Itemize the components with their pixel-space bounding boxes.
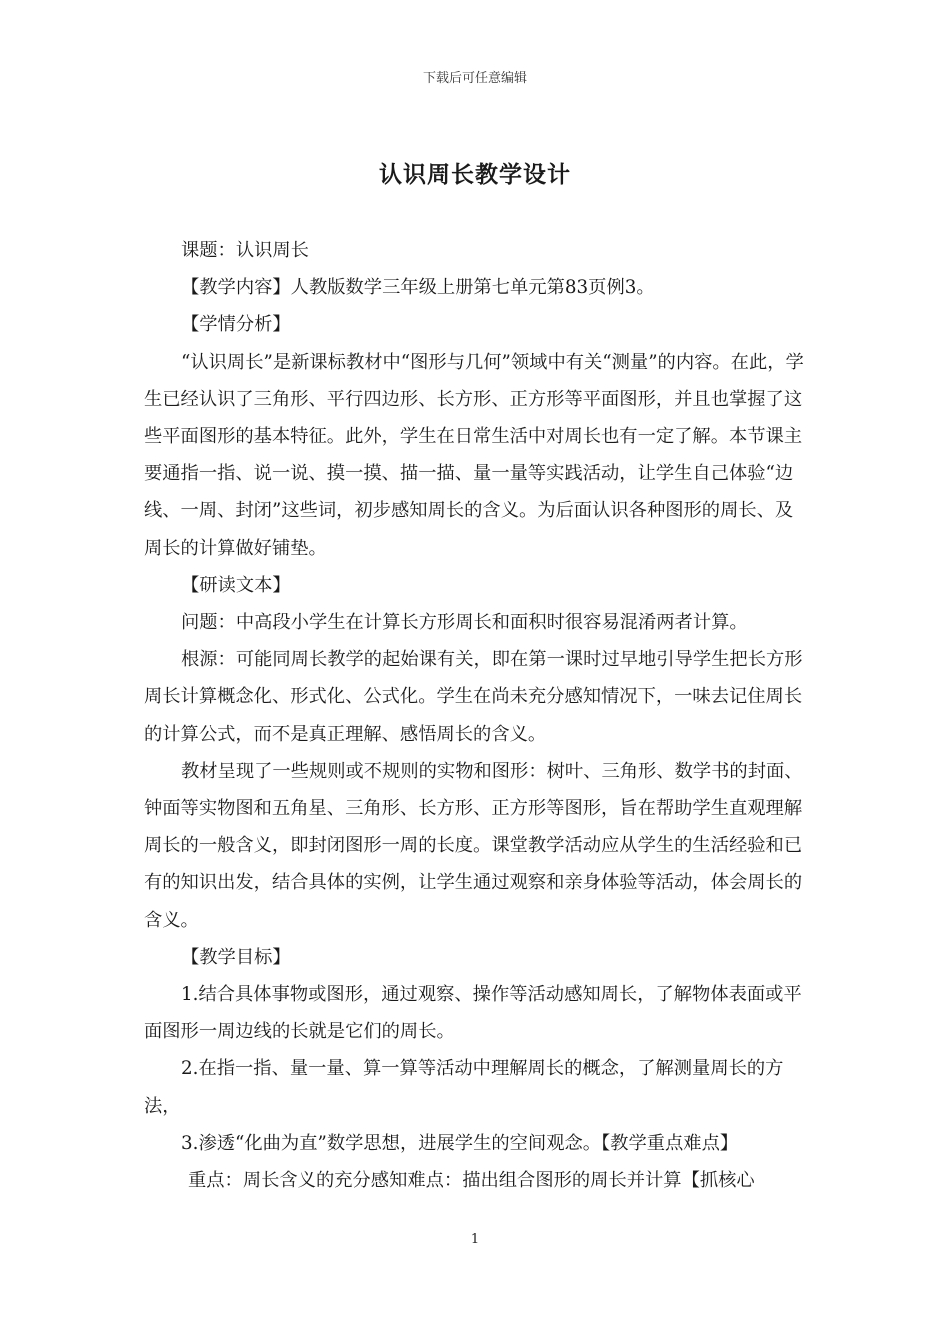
page-number: 1: [470, 1232, 480, 1247]
teaching-content: 【教学内容】人教版数学三年级上册第七单元第83页例3。: [181, 277, 655, 299]
key-points-paragraph: 重点：周长含义的充分感知难点：描出组合图形的周长并计算【抓核心: [188, 1170, 755, 1192]
student-analysis-paragraph: “认识周长”是新课标教材中“图形与几何”领域中有关“测量”的内容。在此，学生已经认识了三角形、平行四边形、长方形、正方形等平面图形，并且也掌握了这些平面图形的基本特征。此外，学生在日常生活中对周长也有一定了解。本节课主要通指一指、说一说、摸一摸、描一描、量一量等实践活动，让学生自己体验“边线、一周、封闭”这些词，初步感知周长的含义。为后面认识各种图形的周长、及周长的计算做好铺垫。: [144, 351, 804, 559]
document-title: 认识周长教学设计: [379, 162, 571, 188]
section-heading-student-analysis: 【学情分析】: [181, 314, 291, 336]
problem-paragraph: 问题：中高段小学生在计算长方形周长和面积时很容易混淆两者计算。: [181, 612, 748, 634]
root-cause-paragraph: 根源：可能同周长教学的起始课有关，即在第一课时过早地引导学生把长方形周长计算概念化、形式化、公式化。学生在尚未充分感知情况下，一味去记住周长的计算公式，而不是真正理解、感悟周长的含义。: [144, 649, 803, 745]
textbook-paragraph: 教材呈现了一些规则或不规则的实物和图形：树叶、三角形、数学书的封面、钟面等实物图和五角星、三角形、长方形、正方形等图形，旨在帮助学生直观理解周长的一般含义，即封闭图形一周的长度。课堂教学活动应从学生的生活经验和已有的知识出发，结合具体的实例，让学生通过观察和亲身体验等活动，体会周长的含义。: [144, 760, 803, 931]
lesson-topic: 课题：认识周长: [181, 240, 309, 261]
objective-1: 1.结合具体事物或图形，通过观察、操作等活动感知周长，了解物体表面或平面图形一周边线的长就是它们的周长。: [144, 984, 802, 1043]
header-note: 下载后可任意编辑: [422, 71, 527, 86]
objective-2: 2.在指一指、量一量、算一算等活动中理解周长的概念，了解测量周长的方法，: [144, 1058, 784, 1117]
objective-3: 3.渗透“化曲为直”数学思想，进展学生的空间观念。【教学重点难点】: [181, 1132, 739, 1154]
section-heading-objectives: 【教学目标】: [181, 946, 291, 968]
document-body: [144, 232, 810, 1199]
section-heading-text-study: 【研读文本】: [181, 574, 291, 596]
